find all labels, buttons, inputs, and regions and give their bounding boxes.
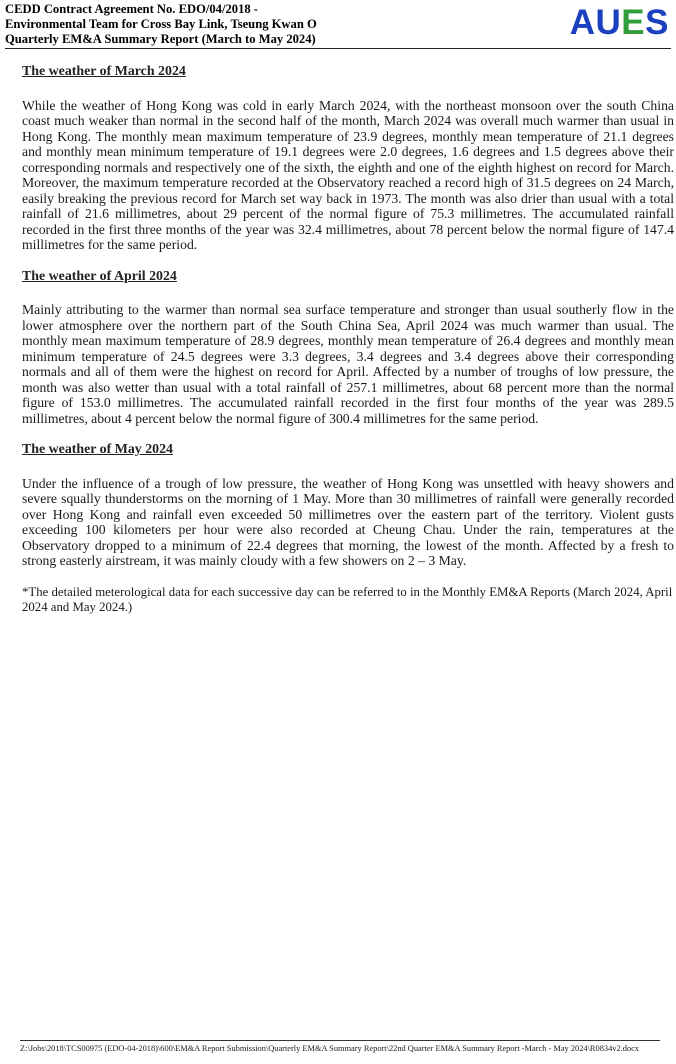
march-weather-section (22, 64, 674, 253)
logo-letter: E (621, 3, 646, 42)
report-line: Quarterly EM&A Summary Report (March to May 2024) (5, 32, 316, 46)
april-weather-section (22, 269, 674, 427)
may-weather-section (22, 442, 674, 569)
document-body (22, 64, 674, 631)
section-paragraph: While the weather of Hong Kong was cold in early March 2024, with the northeast monsoon over the south China coast much weaker than normal in the second half of the month, March 2024 was overall much warmer than usual in Hong Kong. The monthly mean maximum temperature of 23.9 degrees, monthly mean temperature of 21.1 degrees and monthly mean minimum temperature of 19.1 degrees were 2.0 degrees, 1.6 degrees and 1.5 degrees above their corresponding normals and respectively one of the sixth, the eighth and one of the eighth highest on record for March. Moreover, the maximum temperature recorded at the Observatory reached a record high of 31.5 degrees on 24 March, easily breaking the previous record for March set way back in 1973. The month was also drier than usual with a total rainfall of 21.6 millimetres, about 29 percent of the normal figure of 75.3 millimetres. The accumulated rainfall recorded in the first three months of the year was 32.4 millimetres, about 78 percent below the normal figure of 147.4 millimetres for the same period. (22, 97, 674, 252)
contract-line: CEDD Contract Agreement No. EDO/04/2018 - (5, 2, 259, 16)
logo-letter: S (645, 3, 669, 42)
section-heading: The weather of May 2024 (22, 442, 173, 457)
file-path-footer: Z:\Jobs\2018\TCS00975 (EDO-04-2018)\600\EM&A Report Submission\Quarterly EM&A Summary Report\22nd Quarter EM&A Summary Report -March - May 2024\R0834v2.docx (20, 1040, 660, 1054)
logo-letter: U (595, 3, 622, 42)
report-title-block (5, 2, 317, 47)
aues-logo (570, 4, 669, 42)
project-line: Environmental Team for Cross Bay Link, Tseung Kwan O (5, 17, 317, 31)
section-heading: The weather of April 2024 (22, 268, 177, 284)
logo-letter: A (569, 3, 596, 42)
page-header (5, 2, 671, 49)
section-heading: The weather of March 2024 (22, 64, 186, 79)
section-paragraph: Mainly attributing to the warmer than normal sea surface temperature and stronger than usual southerly flow in the lower atmosphere over the northern part of the South China Sea, April 2024 was much warmer than usual. The monthly mean maximum temperature of 28.9 degrees, monthly mean temperature of 26.4 degrees and monthly mean minimum temperature of 24.5 degrees were 3.3 degrees, 3.4 degrees and 3.4 degrees above their corresponding normals and all of them were the highest on record for April. Affected by a number of troughs of low pressure, the month was also wetter than usual with a total rainfall of 257.1 millimetres, about 68 percent more than the normal figure of 153.0 millimetres. The accumulated rainfall recorded in the first four months of the year was 289.5 millimetres, about 4 percent below the normal figure of 300.4 millimetres for the same period. (22, 302, 674, 426)
section-paragraph: Under the influence of a trough of low pressure, the weather of Hong Kong was unsettled with heavy showers and severe squally thunderstorms on the morning of 1 May. More than 30 millimetres of rainfall were generally recorded over Hong Kong and rainfall even exceeded 50 millimetres over the eastern part of the territory. Violent gusts exceeding 100 kilometers per hour were also recorded at Cheung Chau. Under the rain, temperatures at the Observatory dropped to a minimum of 22.4 degrees that morning, the lowest of the month. Affected by a fresh to strong easterly airstream, it was mainly cloudy with a few showers on 2 – 3 May. (22, 475, 674, 568)
footnote: *The detailed meterological data for each successive day can be referred to in the Monthly EM&A Reports (March 2024, April 2024 and May 2024.) (22, 584, 673, 614)
